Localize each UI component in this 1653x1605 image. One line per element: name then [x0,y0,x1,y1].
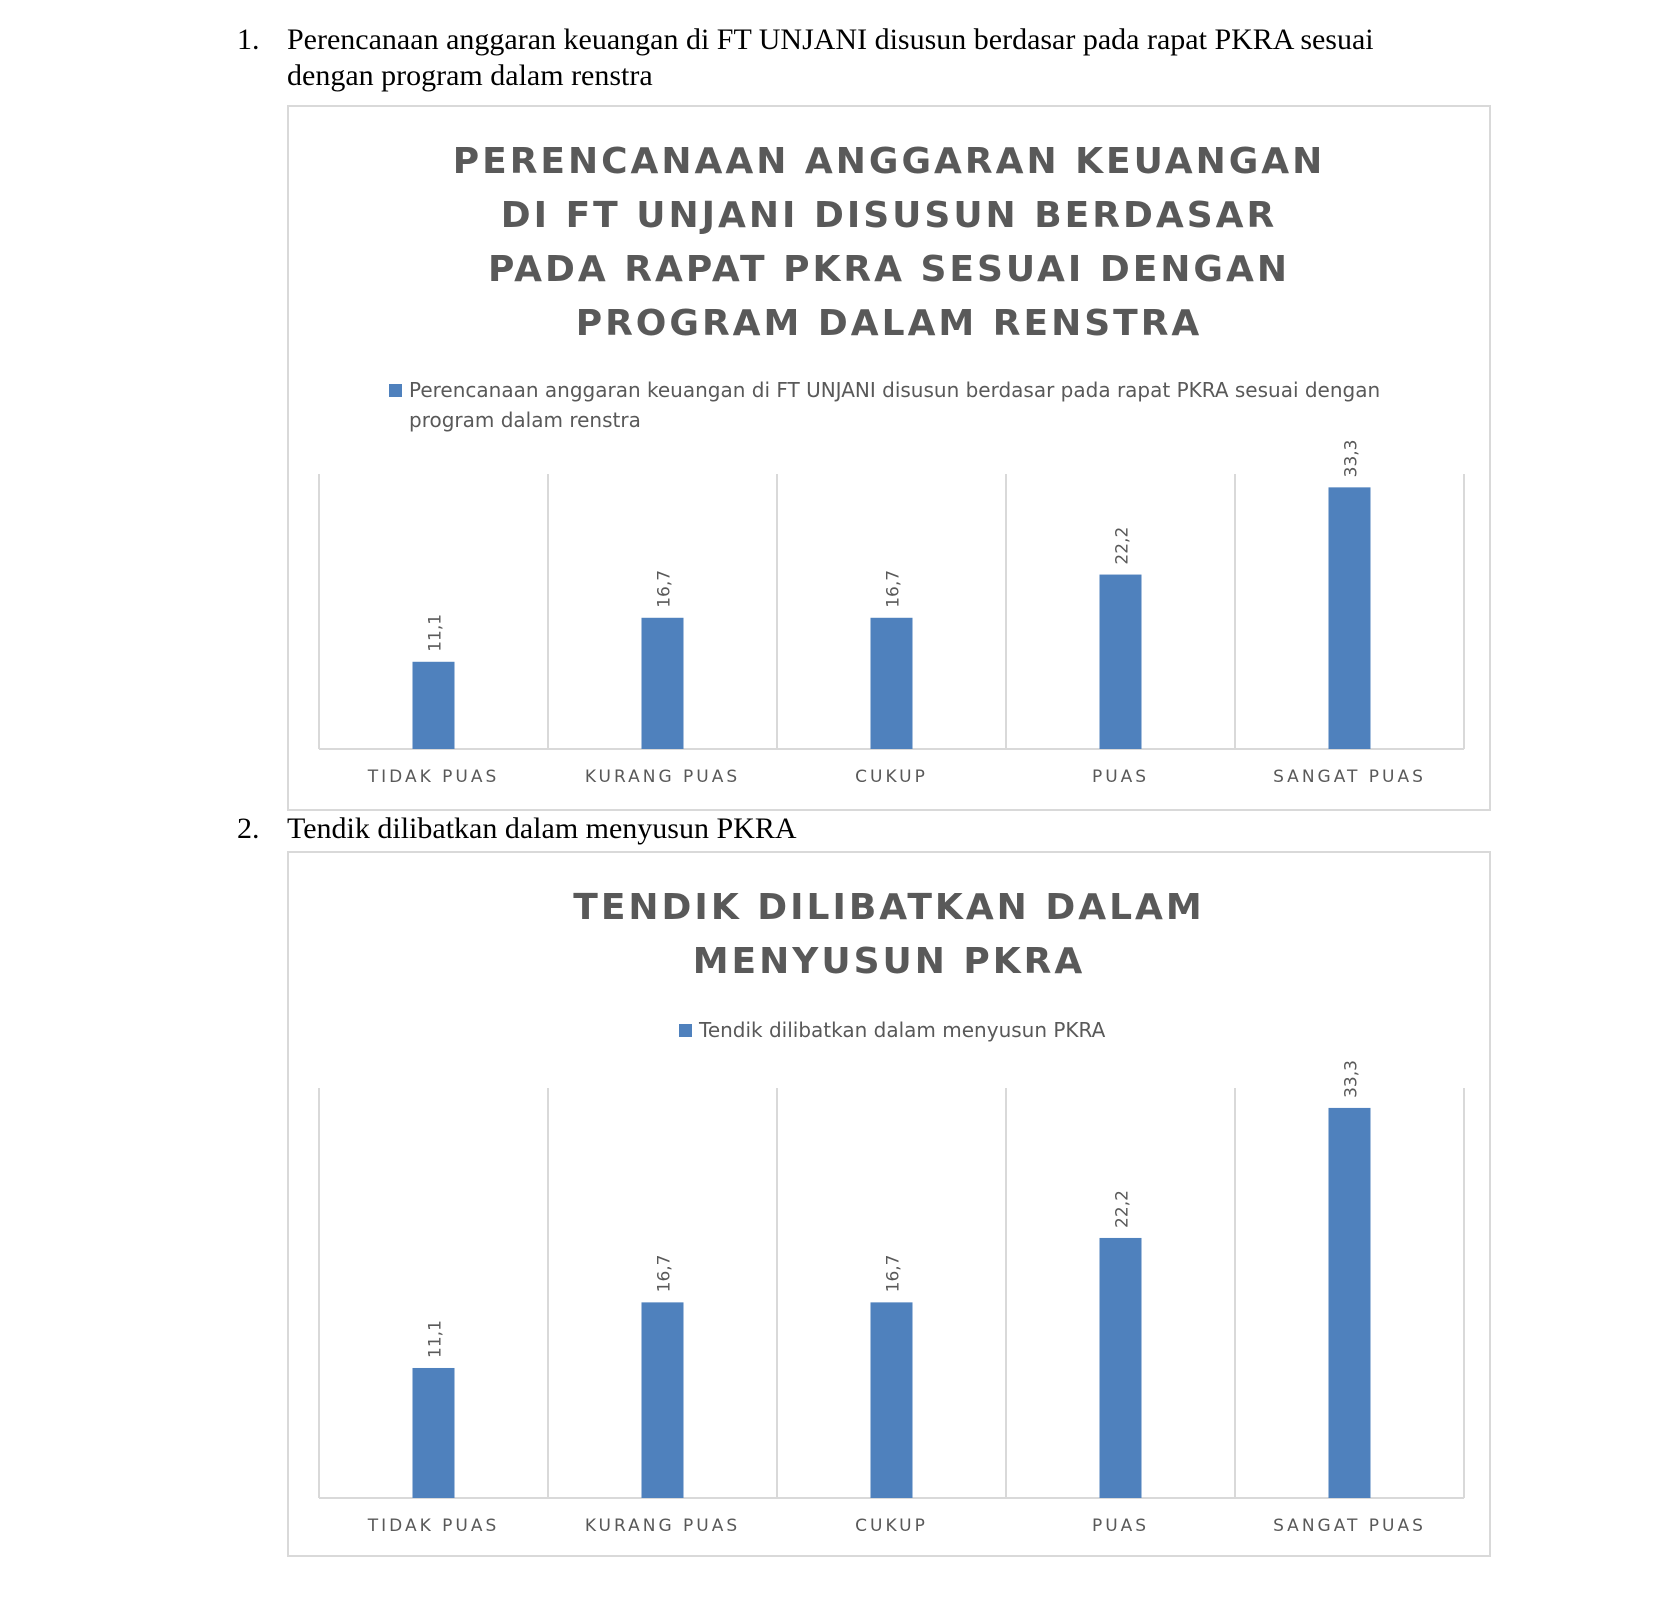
chart-2-title: TENDIK DILIBATKAN DALAM MENYUSUN PKRA [573,887,1205,982]
item-2-number: 2. [237,812,260,845]
chart-2-plot [289,853,1489,1555]
category-label: KURANG PUAS [584,767,741,787]
chart-2 [287,851,1491,1557]
bar-sangat-puas [1329,487,1371,749]
item-2-heading [237,811,1467,851]
category-label: SANGAT PUAS [1273,1516,1426,1536]
data-label: 11,1 [425,1320,446,1358]
category-label: TIDAK PUAS [367,767,500,787]
chart-1-title: PERENCANAAN ANGGARAN KEUANGAN DI FT UNJANI DISUSUN BERDASAR PADA RAPAT PKRA SESUAI DENGAN PROGRAM DALAM RENSTRA [452,141,1326,344]
chart-2-legend-label: Tendik dilibatkan dalam menyusun PKRA [699,1018,1106,1042]
category-label: CUKUP [855,1516,928,1536]
category-label: TIDAK PUAS [367,1516,500,1536]
category-label: KURANG PUAS [584,1516,741,1536]
bar-sangat-puas [1329,1108,1371,1498]
data-label: 16,7 [654,569,675,608]
bar-kurang-puas [642,618,684,749]
bar-puas [1100,575,1142,749]
chart-1 [287,105,1491,811]
data-label: 22,2 [1112,526,1133,565]
category-label: PUAS [1091,767,1150,787]
data-label: 16,7 [654,1254,675,1293]
item-1-text: Perencanaan anggaran keuangan di FT UNJANI disusun berdasar pada rapat PKRA sesuai dengan program dalam renstra [287,23,1374,92]
bar-tidak-puas [413,1368,455,1498]
bar-kurang-puas [642,1302,684,1498]
item-2-text: Tendik dilibatkan dalam menyusun PKRA [287,812,797,845]
chart-1-plot [289,107,1489,809]
item-1-heading [237,22,1467,102]
bar-cukup [871,1302,913,1498]
category-label: CUKUP [855,767,928,787]
chart-1-legend-label: Perencanaan anggaran keuangan di FT UNJANI disusun berdasar pada rapat PKRA sesuai dengan program dalam renstra [409,378,1381,432]
bar-cukup [871,618,913,749]
bar-puas [1100,1238,1142,1498]
bar-tidak-puas [413,662,455,749]
data-label: 33,3 [1341,439,1362,478]
data-label: 16,7 [883,1254,904,1293]
data-label: 22,2 [1112,1190,1133,1228]
data-label: 16,7 [883,569,904,608]
item-1-number: 1. [237,23,260,56]
data-label: 33,3 [1341,1060,1362,1098]
data-label: 11,1 [425,613,446,652]
category-label: PUAS [1091,1516,1150,1536]
category-label: SANGAT PUAS [1273,767,1426,787]
